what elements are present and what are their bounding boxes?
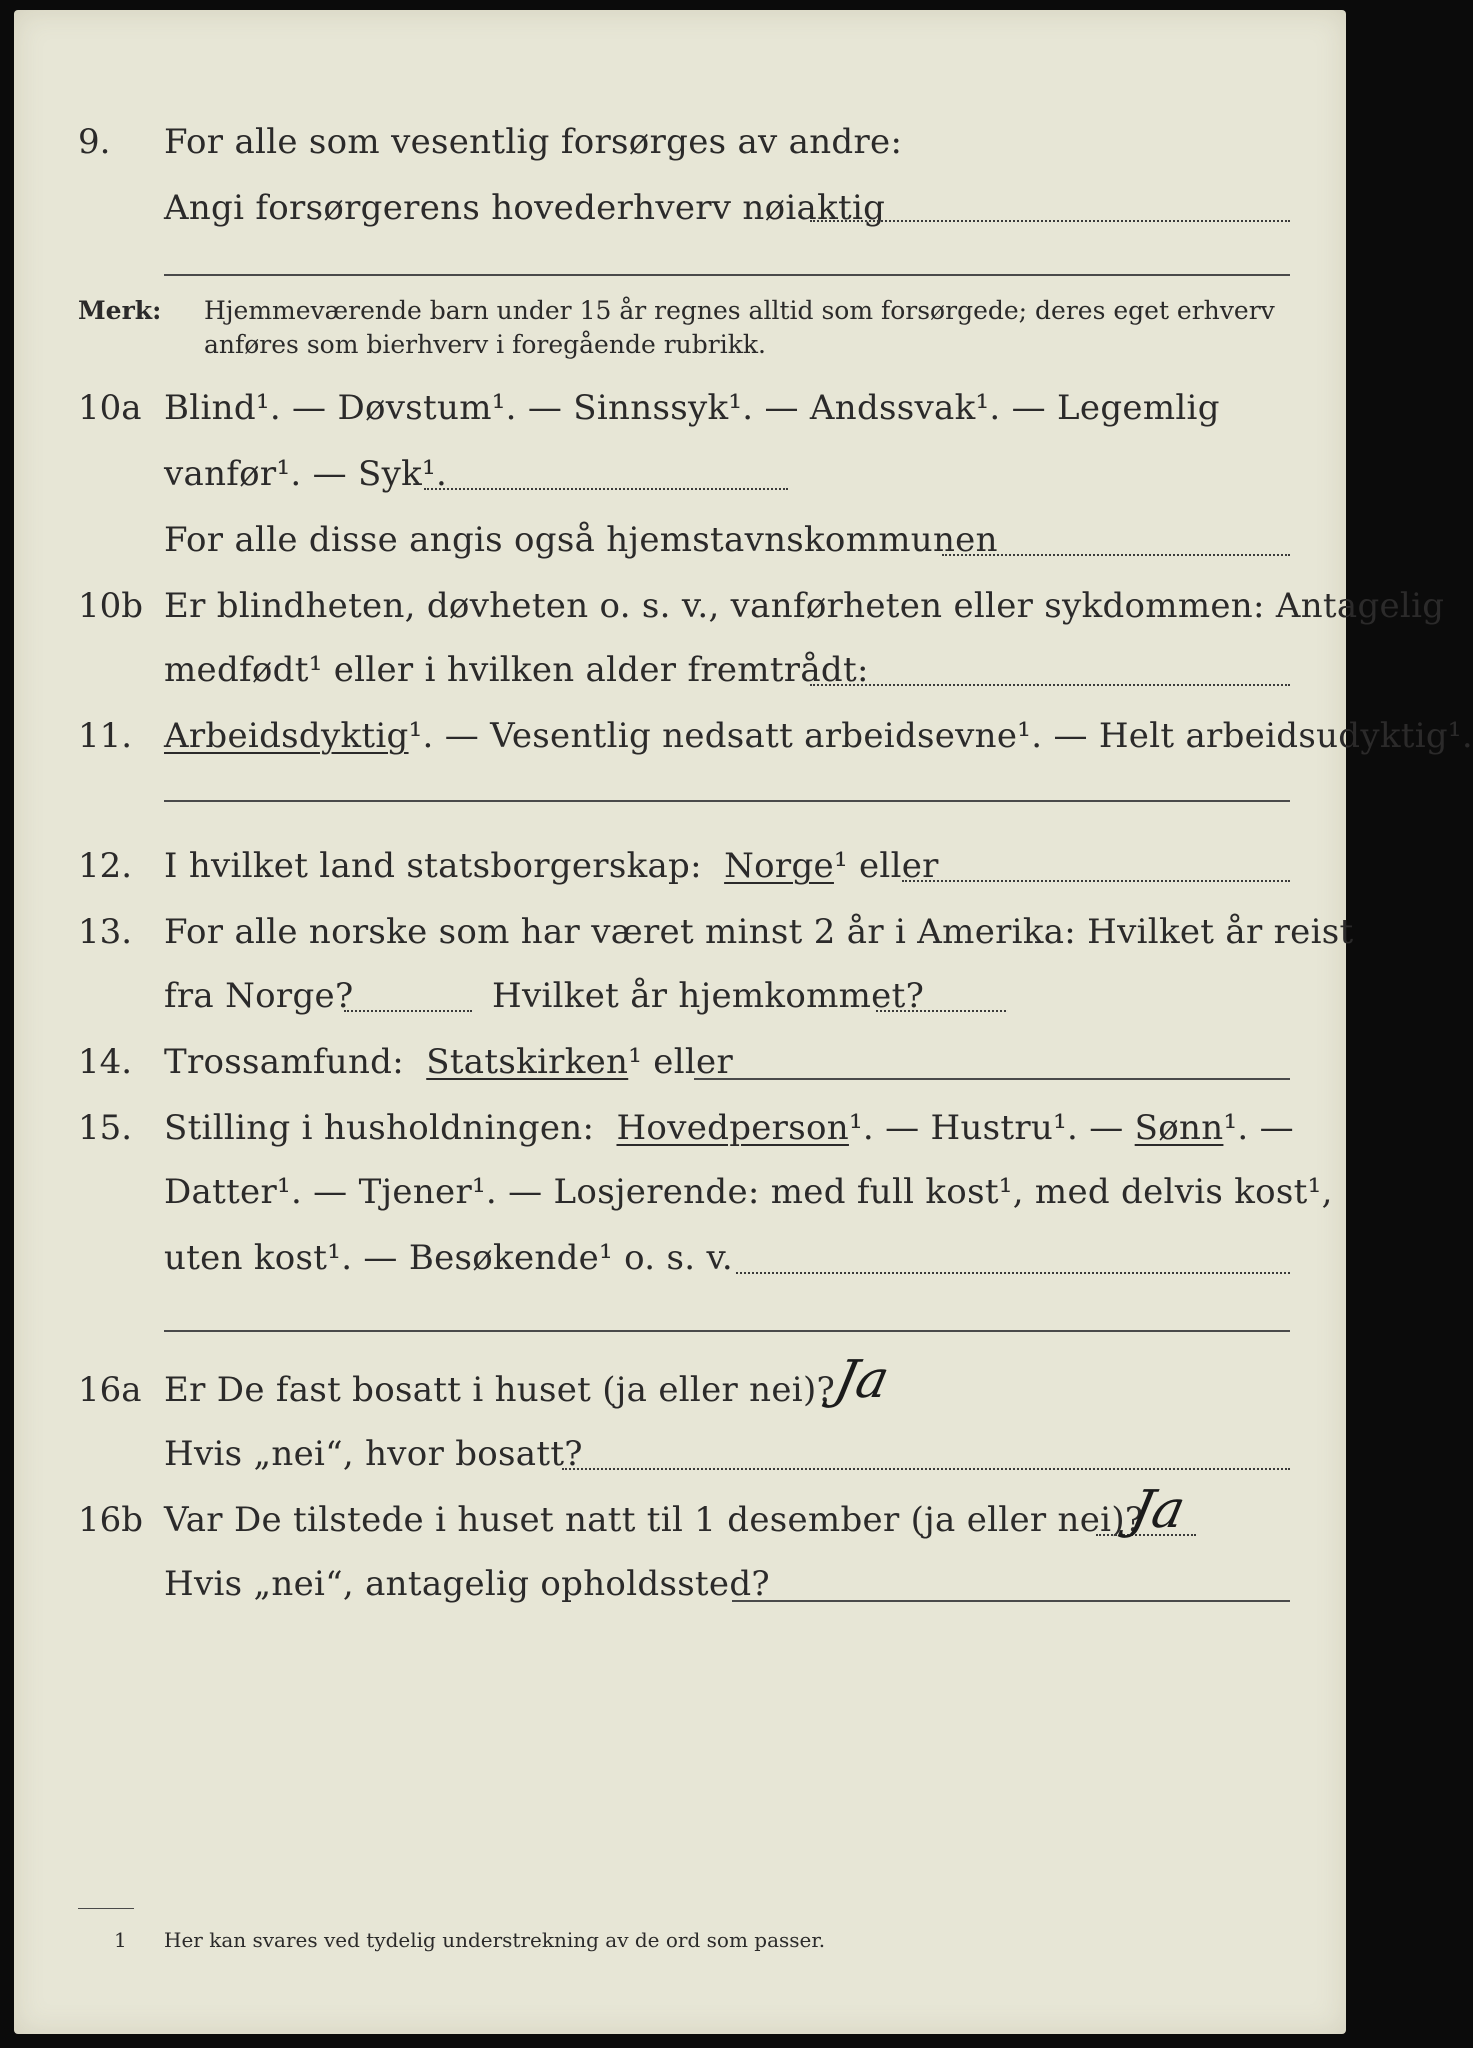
q11-answer-rule[interactable] xyxy=(164,800,1290,802)
q15-options-b: ¹. — xyxy=(1223,1108,1294,1148)
q12-after: ¹ eller xyxy=(833,846,939,886)
q15-selected-hovedperson[interactable]: Hovedperson xyxy=(616,1108,849,1148)
merk-line1: Hjemmeværende barn under 15 år regnes alltid som forsørgede; deres eget erhverv xyxy=(204,296,1275,325)
q15-answer-line[interactable] xyxy=(736,1272,1290,1274)
q16b-number: 16b xyxy=(78,1500,144,1540)
q14-answer-line[interactable] xyxy=(694,1078,1290,1080)
q15-line3: uten kost¹. — Besøkende¹ o. s. v. xyxy=(164,1238,734,1278)
q16a-line2: Hvis „nei“, hvor bosatt? xyxy=(164,1434,583,1474)
q15-options-a: ¹. — Hustru¹. — xyxy=(848,1108,1135,1148)
q15-selected-sonn[interactable]: Sønn xyxy=(1134,1108,1224,1148)
q16b-line1: Var De tilstede i huset natt til 1 desember (ja eller nei)? xyxy=(164,1500,1144,1540)
q11-line xyxy=(164,716,1473,756)
q14-selected-option[interactable]: Statskirken xyxy=(426,1042,629,1082)
q16a-line1: Er De fast bosatt i huset (ja eller nei)? xyxy=(164,1370,836,1410)
q16a-number: 16a xyxy=(78,1370,142,1410)
q10b-number: 10b xyxy=(78,586,144,626)
q9-number: 9. xyxy=(78,122,111,162)
q9-answer-rule[interactable] xyxy=(164,274,1290,276)
q16b-line2: Hvis „nei“, antagelig opholdssted? xyxy=(164,1564,770,1604)
q14-prompt: Trossamfund: xyxy=(164,1042,405,1082)
q11-number: 11. xyxy=(78,716,133,756)
q10a-number: 10a xyxy=(78,388,142,428)
q13-line1: For alle norske som har været minst 2 år i Amerika: Hvilket år reist xyxy=(164,912,1354,952)
q12-selected-option[interactable]: Norge xyxy=(724,846,834,886)
q15-answer-rule[interactable] xyxy=(164,1330,1290,1332)
q13-number: 13. xyxy=(78,912,133,952)
q10a-line2: vanfør¹. — Syk¹. xyxy=(164,454,448,494)
q13-reist-line[interactable] xyxy=(344,1010,472,1012)
q14-number: 14. xyxy=(78,1042,133,1082)
footnote-text: Her kan svares ved tydelig understrekning av de ord som passer. xyxy=(164,1928,826,1952)
q10b-line2: medfødt¹ eller i hvilken alder fremtrådt: xyxy=(164,650,869,690)
q16a-bosatt-line[interactable] xyxy=(562,1468,1290,1470)
q9-answer-line[interactable] xyxy=(810,220,1290,222)
q16a-handwritten-answer[interactable]: Ja xyxy=(829,1350,895,1410)
q15-prompt: Stilling i husholdningen: xyxy=(164,1108,595,1148)
q9-line1: For alle som vesentlig forsørges av andre: xyxy=(164,122,903,162)
q15-line2: Datter¹. — Tjener¹. — Losjerende: med full kost¹, med delvis kost¹, xyxy=(164,1172,1333,1212)
q10a-kommune-line[interactable] xyxy=(942,554,1290,556)
merk-label: Merk: xyxy=(78,296,162,325)
q15-line1 xyxy=(164,1108,1294,1148)
census-form-page xyxy=(14,10,1473,2034)
q10a-syk-line[interactable] xyxy=(424,488,788,490)
q12-answer-line[interactable] xyxy=(902,880,1290,882)
q12-number: 12. xyxy=(78,846,133,886)
q12-prompt: I hvilket land statsborgerskap: xyxy=(164,846,702,886)
q13-line2a: fra Norge? xyxy=(164,976,354,1016)
q13-line2b: Hvilket år hjemkommet? xyxy=(492,976,925,1016)
q10b-line1: Er blindheten, døvheten o. s. v., vanførheten eller sykdommen: Antagelig xyxy=(164,586,1445,626)
footnote-mark: 1 xyxy=(114,1928,127,1952)
q16b-handwritten-answer[interactable]: Ja xyxy=(1125,1480,1191,1540)
merk-line2: anføres som bierhverv i foregående rubrikk. xyxy=(204,330,766,359)
footnote-divider xyxy=(78,1908,134,1909)
q15-number: 15. xyxy=(78,1108,133,1148)
q14-line xyxy=(164,1042,733,1082)
q12-line xyxy=(164,846,939,886)
q16b-opholdssted-line[interactable] xyxy=(732,1600,1290,1602)
q11-selected-option[interactable]: Arbeidsdyktig xyxy=(164,716,409,756)
q13-hjemkommet-line[interactable] xyxy=(876,1010,1006,1012)
q11-rest: ¹. — Vesentlig nedsatt arbeidsevne¹. — Helt arbeidsudyktig¹. xyxy=(408,716,1473,756)
q14-after: ¹ eller xyxy=(628,1042,734,1082)
q9-line2: Angi forsørgerens hovederhverv nøiaktig xyxy=(164,188,886,228)
q10a-line3: For alle disse angis også hjemstavnskommunen xyxy=(164,520,998,560)
q10a-line1: Blind¹. — Døvstum¹. — Sinnssyk¹. — Andssvak¹. — Legemlig xyxy=(164,388,1220,428)
q10b-answer-line[interactable] xyxy=(810,684,1290,686)
